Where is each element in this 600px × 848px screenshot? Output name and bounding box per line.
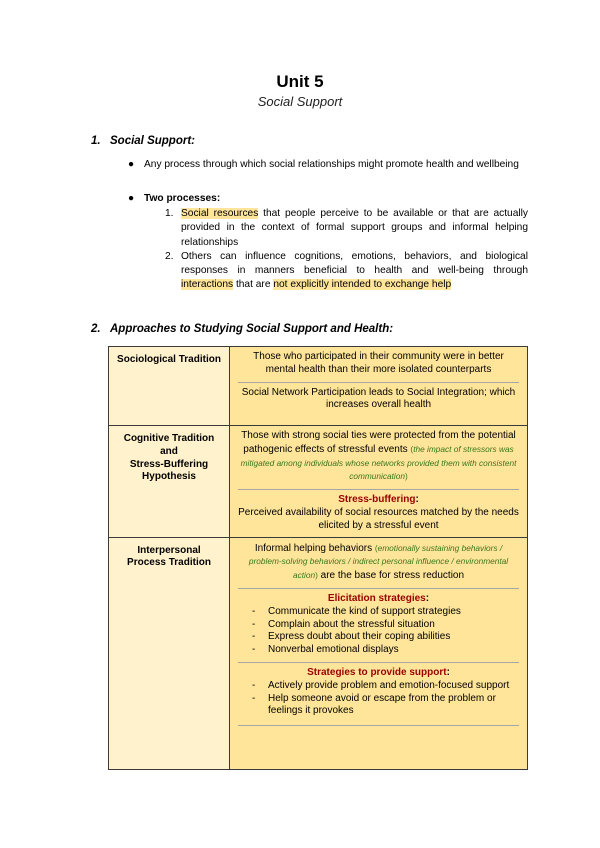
content-block: [238, 430, 519, 484]
item-text: Nonverbal emotional displays: [268, 644, 399, 656]
page-subtitle: Social Support: [257, 94, 343, 109]
table-row: [109, 426, 528, 538]
row-label-line: Hypothesis: [142, 471, 196, 483]
dash-bullet: -: [252, 618, 256, 630]
sub-heading: [238, 593, 519, 606]
section-1-number: 1.: [91, 135, 101, 147]
dash-bullet: -: [252, 605, 256, 617]
process-item: [160, 207, 528, 250]
item-number: 2.: [165, 250, 174, 262]
table-row: [109, 347, 528, 426]
row-label: [109, 426, 230, 538]
item-text: Actively provide problem and emotion-focused support: [268, 679, 510, 691]
note-paren: (: [410, 443, 414, 454]
content-block: [238, 542, 519, 583]
bullet-text: Two processes:: [144, 193, 221, 204]
row-label: [109, 537, 230, 769]
bullet-definition: [128, 158, 528, 172]
dash-bullet: -: [252, 679, 256, 691]
sub-heading: [238, 494, 519, 507]
elicitation-item: [238, 619, 519, 632]
dash-bullet: -: [252, 692, 256, 704]
highlighted-text: Social resources: [181, 208, 259, 219]
item-text: Help someone avoid or escape from the problem or feelings it provokes: [268, 692, 496, 717]
bullet-text: Any process through which social relationships might promote health and wellbeing: [144, 159, 519, 170]
item-text: Communicate the kind of support strategies: [268, 605, 461, 617]
main-text: are the base for stress reduction: [317, 570, 465, 582]
highlighted-text: not explicitly intended to exchange help: [273, 279, 452, 291]
elicitation-item: [238, 631, 519, 644]
row-label-line: and: [160, 445, 178, 457]
row-label: [109, 347, 230, 426]
bullet-icon: ●: [128, 193, 135, 204]
elicitation-item: [238, 606, 519, 619]
approaches-table: [108, 346, 528, 770]
dash-bullet: -: [252, 631, 256, 643]
row-label-line: Cognitive Tradition: [123, 433, 215, 444]
elicitation-heading: Elicitation strategies: [327, 592, 426, 604]
divider: [238, 725, 519, 726]
section-1-heading: [91, 135, 195, 147]
row-content: [230, 426, 528, 538]
provide-support-heading: Strategies to provide support: [307, 666, 447, 678]
stress-buffering-heading: Stress-buffering: [338, 494, 416, 506]
elicitation-item: [238, 644, 519, 657]
divider: [238, 662, 519, 663]
process-text: that are: [233, 279, 274, 291]
row-label-text: Sociological Tradition: [117, 354, 221, 365]
section-2-heading: [91, 323, 393, 335]
section-2-title: Approaches to Studying Social Support and Health:: [110, 323, 394, 335]
divider: [238, 588, 519, 589]
process-item: [160, 250, 528, 293]
item-number: 1.: [165, 208, 174, 219]
note-paren: ): [315, 570, 318, 581]
content-block: Those who participated in their community were in better mental health than their more isolated counterparts: [253, 351, 504, 375]
content-block: Social Network Participation leads to Social Integration; which increases overall health: [241, 386, 516, 411]
item-text: Complain about the stressful situation: [268, 618, 435, 630]
bullet-two-processes: [128, 192, 528, 206]
note-paren: ): [405, 471, 408, 482]
process-list: [160, 207, 528, 293]
section-2-number: 2.: [91, 323, 101, 335]
process-text: that people perceive to be available or that are actually provided in the context of formal support groups and informal helping relationships: [181, 208, 528, 248]
note-text: the impact of stressors was mitigated among individuals whose networks provided them with consistent communication: [240, 443, 517, 482]
note-paren: (: [374, 542, 378, 553]
item-text: Express doubt about their coping abilities: [268, 631, 451, 643]
page-title: Unit 5: [276, 72, 324, 91]
content-block: Perceived availability of social resources matched by the needs elicited by a stressful event: [238, 506, 519, 531]
divider: [238, 382, 519, 383]
sub-heading: [238, 667, 519, 680]
divider: [238, 489, 519, 490]
note-text: emotionally sustaining behaviors / problem-solving behaviors / indirect personal influence / environmental action: [248, 542, 509, 581]
table-row: [109, 537, 528, 769]
section-1-title: Social Support:: [110, 135, 195, 147]
row-label-line: Interpersonal: [137, 544, 201, 556]
heading-colon: :: [446, 666, 450, 678]
row-content: [230, 537, 528, 769]
dash-bullet: -: [252, 644, 256, 656]
row-content: [230, 347, 528, 426]
provide-item: [238, 693, 519, 719]
provide-item: [238, 680, 519, 693]
main-text: Informal helping behaviors: [254, 542, 375, 554]
empty-space: [238, 730, 519, 744]
heading-colon: :: [425, 592, 430, 604]
heading-colon: :: [415, 494, 419, 506]
bullet-icon: ●: [128, 159, 135, 170]
main-text: Those with strong social ties were protected from the potential pathogenic effects of stressful events: [241, 430, 516, 455]
row-label-line: Process Tradition: [127, 557, 211, 569]
process-text: Others can influence cognitions, emotions, behaviors, and biological responses in manners beneficial to health and well-being through: [181, 250, 528, 277]
highlighted-text: interactions: [181, 279, 234, 291]
row-label-line: Stress-Buffering: [129, 458, 209, 470]
